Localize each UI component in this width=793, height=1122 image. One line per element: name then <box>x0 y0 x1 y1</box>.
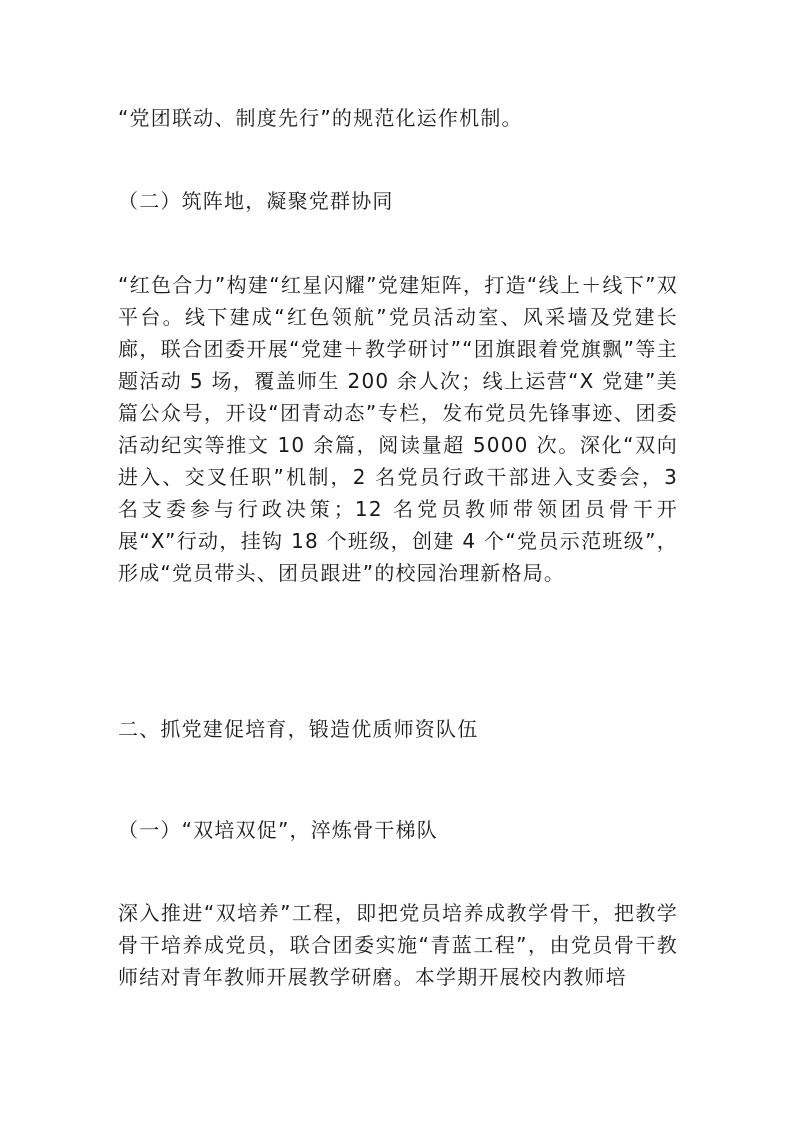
body-paragraph: “党团联动、制度先行”的规范化运作机制。 <box>118 106 523 130</box>
section-heading: （一）“双培双促”，淬炼骨干梯队 <box>118 818 438 842</box>
body-paragraph: 深入推进“双培养”工程，即把党员培养成教学骨干，把教学骨干培养成党员，联合团委实施“青蓝工程”，由党员骨干教师结对青年教师开展教学研磨。本学期开展校内教师培 <box>118 901 678 989</box>
section-heading: （二）筑阵地，凝聚党群协同 <box>118 189 394 213</box>
chapter-heading: 二、抓党建促培育，锻造优质师资队伍 <box>118 717 479 741</box>
body-paragraph: “红色合力”构建“红星闪耀”党建矩阵，打造“线上＋线下”双平台。线下建成“红色领航”党员活动室、风采墙及党建长廊，联合团委开展“党建＋教学研讨”“团旗跟着党旗飘”等主题活动 5 场，覆盖师生 200 余人次；线上运营“X 党建”美篇公众号，开设“团青动态”专栏，发布党员先锋事迹、团委活动纪实等推文 10 余篇，阅读量超 5000 次。深化“双向进入、交叉任职”机制，2 名党员行政干部进入支委会，3 名支委参与行政决策；12 名党员教师带领团员骨干开展“X”行动，挂钩 18 个班级，创建 4 个“党员示范班级”，形成“党员带头、团员跟进”的校园治理新格局。 <box>118 273 678 585</box>
